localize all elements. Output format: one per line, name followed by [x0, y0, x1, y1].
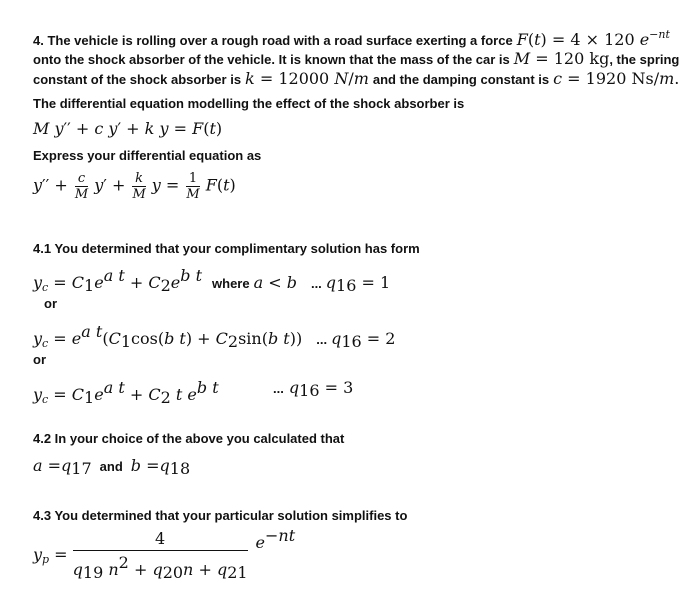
differential-equation: M y′′ + c y′ + k y = F(t) [33, 119, 223, 138]
complementary-option-3: $y_c = C_1e^{a t} + C_2$ t $e^{b t}$ [33, 378, 219, 407]
complementary-option-1: $y_c = C_1e^{a t} + C_2e^{b t}$ where a < b ... $q_{16} = 1$ [33, 266, 391, 295]
damping-constant-expression: c [553, 69, 563, 88]
ab-values: $a =q_{17}$ and $b =q_{18}$ [33, 456, 191, 478]
normalized-equation: y′′ + $\frac{c}{M}$ y′ + $\frac{k}{M}$ y = $\frac{1}{M}$ F(t) [33, 171, 236, 202]
q42-heading: 4.2 In your choice of the above you calculated that [33, 431, 345, 446]
or-label-1: or [44, 296, 57, 311]
or-label-2: or [33, 352, 46, 367]
mass-expression: M [513, 49, 531, 68]
de-heading: The differential equation modelling the effect of the shock absorber is [33, 96, 465, 111]
option-3-index: ... $q_{16} = 3$ [273, 378, 354, 400]
spring-constant-expression: k [245, 69, 255, 88]
express-heading: Express your differential equation as [33, 148, 262, 163]
q43-heading: 4.3 You determined that your particular solution simplifies to [33, 508, 408, 523]
particular-solution: $y_p$ = $\frac{4}{q_{19} n^2 + q_{20}n + q_{21}}$ $e^{-nt}$ [33, 526, 296, 582]
problem-intro-line-3: constant of the shock absorber is k = 12000 N/m and the damping constant is c = 1920 Ns/m. [33, 69, 680, 88]
problem-intro-line-2: onto the shock absorber of the vehicle. It is known that the mass of the car is M = 120 kg, the spring [33, 49, 680, 68]
q41-heading: 4.1 You determined that your complimentary solution has form [33, 241, 420, 256]
force-expression: F [516, 30, 528, 49]
complementary-option-2: $y_c = e^{a t}(C_1\cos(b$ $t) + C_2\sin(b$ t)) ... $q_{16} = 2$ [33, 322, 396, 351]
problem-intro-line-1: 4. The vehicle is rolling over a rough road with a road surface exerting a force F(t) = 4 × 120 $e^{-nt}$ [33, 28, 670, 49]
